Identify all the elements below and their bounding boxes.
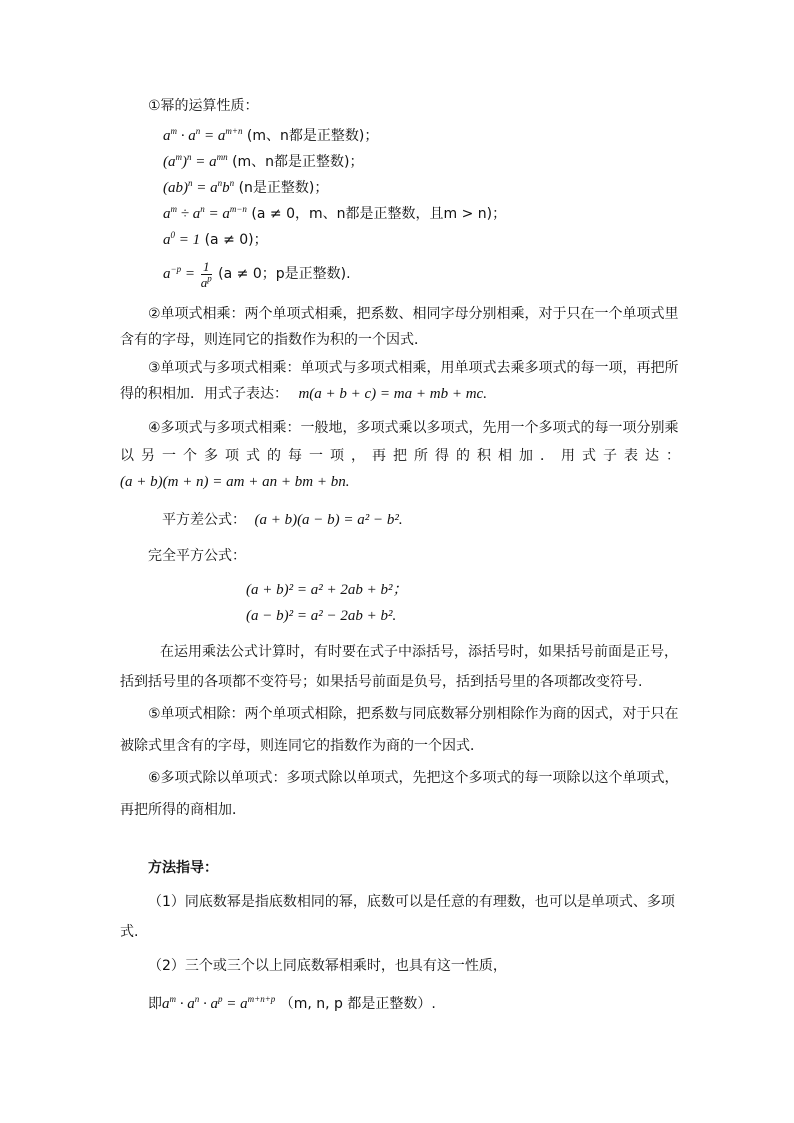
p2-line1: ②单项式相乘：两个单项式相乘，把系数、相同字母分别相乘，对于只在一个单项式里	[148, 306, 679, 322]
rule-4	[163, 204, 506, 224]
p3-formula: m(a + b + c) = ma + mb + mc.	[298, 386, 487, 402]
rule-3	[163, 178, 328, 198]
m2-line1: （2）三个或三个以上同底数幂相乘时，也具有这一性质，	[148, 958, 507, 974]
m2-line2	[148, 994, 436, 1014]
p3-line2-text: 得的积相加．用式子表达：	[120, 386, 288, 402]
rule-6	[163, 256, 351, 292]
rule-2-formula: $(a^m)^n = a^{mn}$	[163, 152, 228, 170]
perfect-sq-1: (a + b)² = a² + 2ab + b²；	[246, 582, 408, 598]
rule-4-condition: (a ≠ 0，m、n都是正整数，且m > n)；	[251, 206, 507, 222]
p5-line2: 被除式里含有的字母，则连同它的指数作为商的一个因式．	[120, 738, 484, 754]
perfect-sq-2: (a − b)² = a² − 2ab + b².	[246, 608, 397, 624]
rule-3-formula: $(ab)^n = a^nb^n$	[163, 178, 235, 196]
rule-5	[163, 230, 268, 250]
p6-line2: 再把所得的商相加．	[120, 802, 246, 818]
rule-2	[163, 152, 364, 172]
rule-6-formula: $a^{-p}$ = $\frac{1}{a^p}$	[163, 259, 212, 291]
m2-prefix: 即	[148, 996, 162, 1012]
perfect-sq-label: 完全平方公式：	[148, 548, 246, 564]
m1-line1: （1）同底数幂是指底数相同的幂，底数可以是任意的有理数，也可以是单项式、多项	[148, 894, 675, 910]
rule-1-condition: (m、n都是正整数)；	[246, 128, 379, 144]
m2-condition: （m, n, p 都是正整数）.	[279, 996, 436, 1012]
rule-5-condition: (a ≠ 0)；	[204, 232, 268, 248]
p4-line1: ④多项式与多项式相乘：一般地，多项式乘以多项式，先用一个多项式的每一项分别乘	[148, 420, 679, 436]
bracket-line1: 在运用乘法公式计算时，有时要在式子中添括号，添括号时，如果括号前面是正号，	[160, 644, 678, 660]
p4-line2: 以另一个多项式的每一项，再把所得的积相加．用式子表达：	[120, 448, 680, 464]
p6-line1: ⑥多项式除以单项式：多项式除以单项式，先把这个多项式的每一项除以这个单项式，	[148, 770, 679, 786]
bracket-line2: 括到括号里的各项都不变符号；如果括号前面是负号，括到括号里的各项都改变符号.	[120, 674, 643, 690]
p3-line1: ③单项式与多项式相乘：单项式与多项式相乘，用单项式去乘多项式的每一项，再把所	[148, 360, 679, 376]
p3-line2	[120, 384, 487, 404]
p5-line1: ⑤单项式相除：两个单项式相除，把系数与同底数幂分别相除作为商的因式，对于只在	[148, 706, 679, 722]
diff-sq-formula: (a + b)(a − b) = a² − b².	[254, 512, 403, 528]
p4-formula: (a + b)(m + n) = am + an + bm + bn.	[120, 474, 350, 490]
rule-2-condition: (m、n都是正整数)；	[232, 154, 364, 170]
diff-sq-label: 平方差公式：	[162, 512, 246, 528]
rule-3-condition: (n是正整数)；	[238, 180, 329, 196]
rule-1	[163, 126, 378, 146]
m1-line2: 式.	[120, 924, 139, 940]
section1-title: ①幂的运算性质：	[148, 98, 259, 114]
p2-line2: 含有的字母，则连同它的指数作为积的一个因式．	[120, 332, 428, 348]
rule-4-formula: $a^m \div a^n = a^{m-n}$	[163, 204, 247, 222]
rule-5-formula: $a^0 = 1$	[163, 230, 201, 248]
diff-sq	[162, 510, 403, 530]
m2-formula: $a^m \cdot a^n \cdot a^p = a^{m+n+p}$	[162, 994, 276, 1012]
rule-1-formula: $a^m \cdot a^n = a^{m+n}$	[163, 126, 243, 144]
method-title: 方法指导：	[148, 860, 218, 876]
rule-6-condition: (a ≠ 0；p是正整数).	[218, 266, 351, 282]
